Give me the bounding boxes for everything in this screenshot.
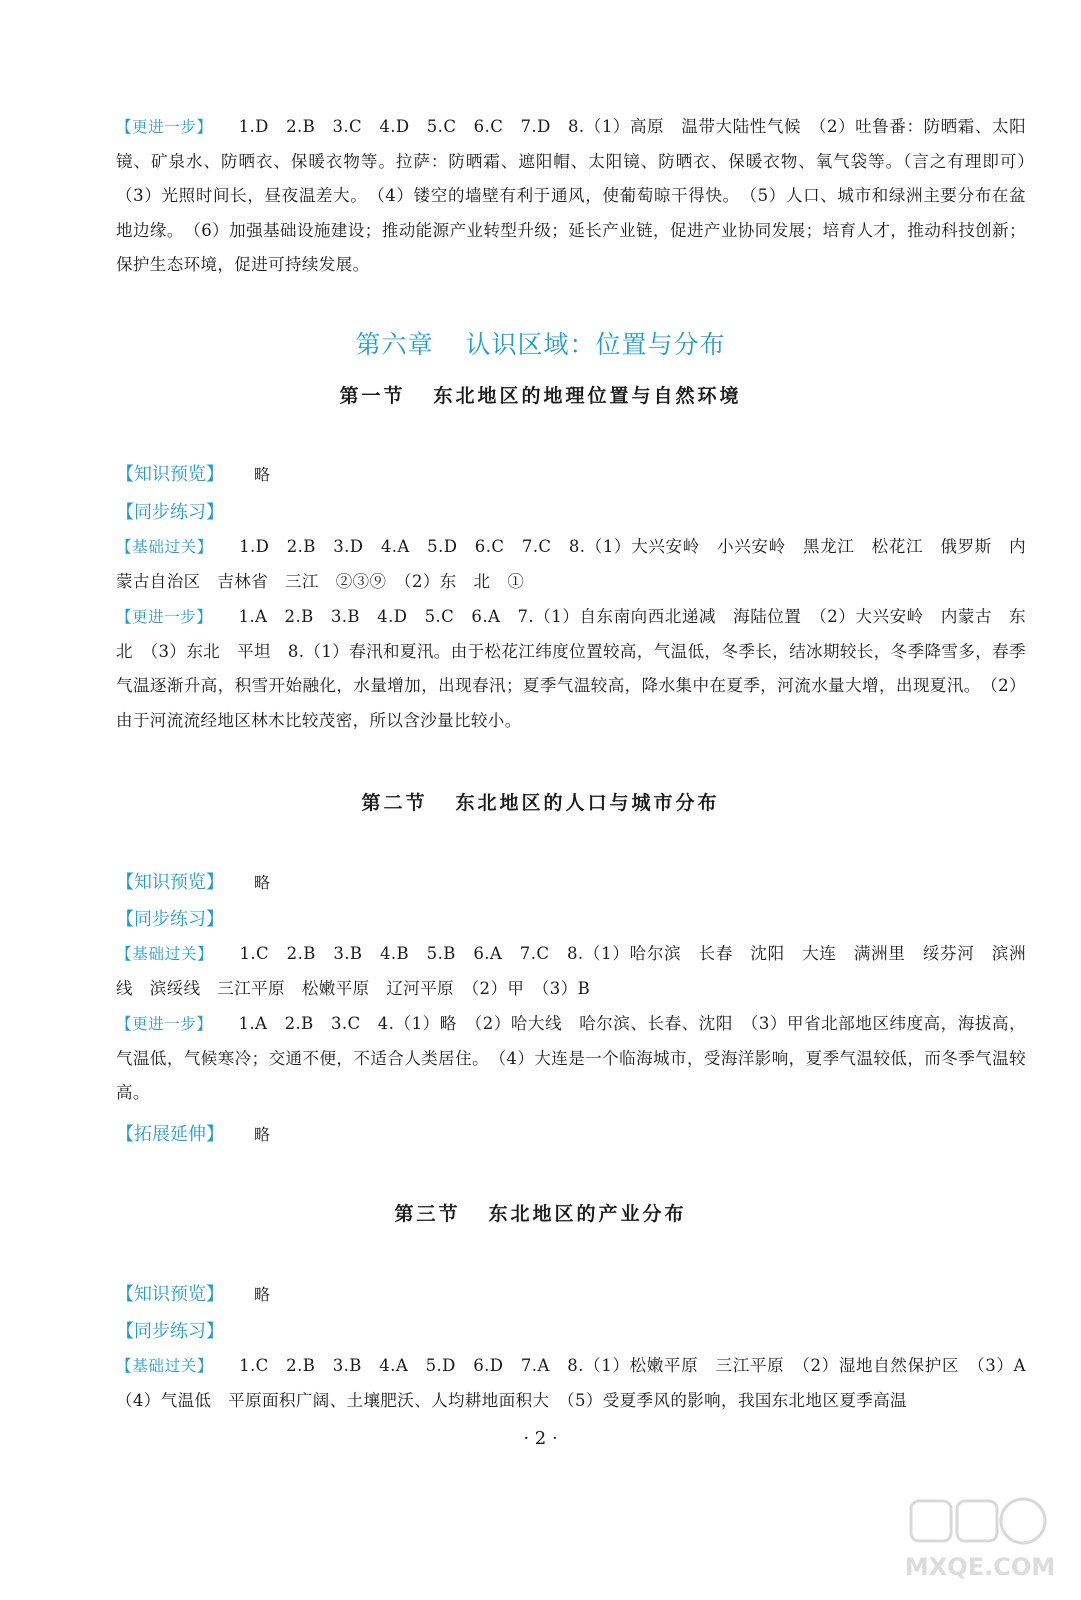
page-number: · 2 · xyxy=(523,1428,558,1449)
section-2-preview: 【知识预览】 略 xyxy=(116,872,271,893)
section-2-extend: 【拓展延伸】 略 xyxy=(116,1124,271,1145)
top-advance-block xyxy=(116,110,1043,283)
section-1-practice: 【同步练习】 xyxy=(116,502,224,523)
section-3-basic: 【基础过关】 1.C 2.B 3.B 4.A 5.D 6.D 7.A 8.（1）松嫩平原 三江平原 （2）湿地自然保护区 （3）A （4）气温低 平原面积广阔、土壤肥沃、人均耕地面积大 （5）受夏季风的影响，我国东北地区夏季高温 xyxy=(116,1356,1043,1410)
section-1-basic: 【基础过关】 1.D 2.B 3.D 4.A 5.D 6.C 7.C 8.（1）大兴安岭 小兴安岭 黑龙江 松花江 俄罗斯 内蒙古自治区 吉林省 三江 ②③⑨ （2）东 北 ① xyxy=(116,537,1026,591)
section-2-advance: 【更进一步】 1.A 2.B 3.C 4.（1）略 （2）哈大线 哈尔滨、长春、沈阳 （3）甲省北部地区纬度高，海拔高，气温低，气候寒冷；交通不便，不适合人类居住。 （4）大连是一个临海城市，受海洋影响，夏季气温较低，而冬季气温较高。 xyxy=(116,1014,1026,1102)
section-1-advance: 【更进一步】 1.A 2.B 3.B 4.D 5.C 6.A 7.（1）自东南向西北递减 海陆位置 （2）大兴安岭 内蒙古 东北 （3）东北 平坦 8.（1）春汛和夏汛。由于松花江纬度位置较高，气温低，冬季长，结冰期较长，冬季降雪多，春季气温逐渐升高，积雪开始融化，水量增加，出现春汛；夏季气温较高，降水集中在夏季，河流水量大增，出现夏汛。 （2）由于河流流经地区林木比较茂密，所以含沙量比较小。 xyxy=(116,607,1027,730)
section-3-preview: 【知识预览】 略 xyxy=(116,1284,271,1305)
section-1-title: 第一节 东北地区的地理位置与自然环境 xyxy=(339,385,742,407)
section-2-practice: 【同步练习】 xyxy=(116,909,224,930)
section-2-basic: 【基础过关】 1.C 2.B 3.B 4.B 5.B 6.A 7.C 8.（1）哈尔滨 长春 沈阳 大连 满洲里 绥芬河 滨洲线 滨绥线 三江平原 松嫩平原 辽河平原 （2）甲 （3）B xyxy=(116,944,1026,998)
advance-tag: 【更进一步】 xyxy=(116,118,213,136)
advance-text: 1.D 2.B 3.C 4.D 5.C 6.C 7.D 8.（1）高原 温带大陆性气候 （2）吐鲁番：防晒霜、太阳镜、矿泉水、防晒衣、保暖衣物等。拉萨：防晒霜、遮阳帽、太阳镜、防晒衣、保暖衣物、氧气袋等。（言之有理即可） （3）光照时间长，昼夜温差大。 （4）镂空的墙壁有利于通风，使葡萄晾干得快。 （5）人口、城市和绿洲主要分布在盆地边缘。 （6）加强基础设施建设；推动能源产业转型升级；延长产业链，促进产业协同发展；培育人才，推动科技创新；保护生态环境，促进可持续发展。 xyxy=(116,117,1043,274)
chapter-title: 第六章 认识区域：位置与分布 xyxy=(355,330,726,359)
watermark-logo xyxy=(905,1495,1055,1590)
watermark-text: MXQE.COM xyxy=(905,1553,1055,1581)
section-3-title: 第三节 东北地区的产业分布 xyxy=(394,1203,687,1225)
section-3-practice: 【同步练习】 xyxy=(116,1321,224,1342)
section-2-title: 第二节 东北地区的人口与城市分布 xyxy=(361,792,720,814)
section-1-preview: 【知识预览】 略 xyxy=(116,464,271,485)
